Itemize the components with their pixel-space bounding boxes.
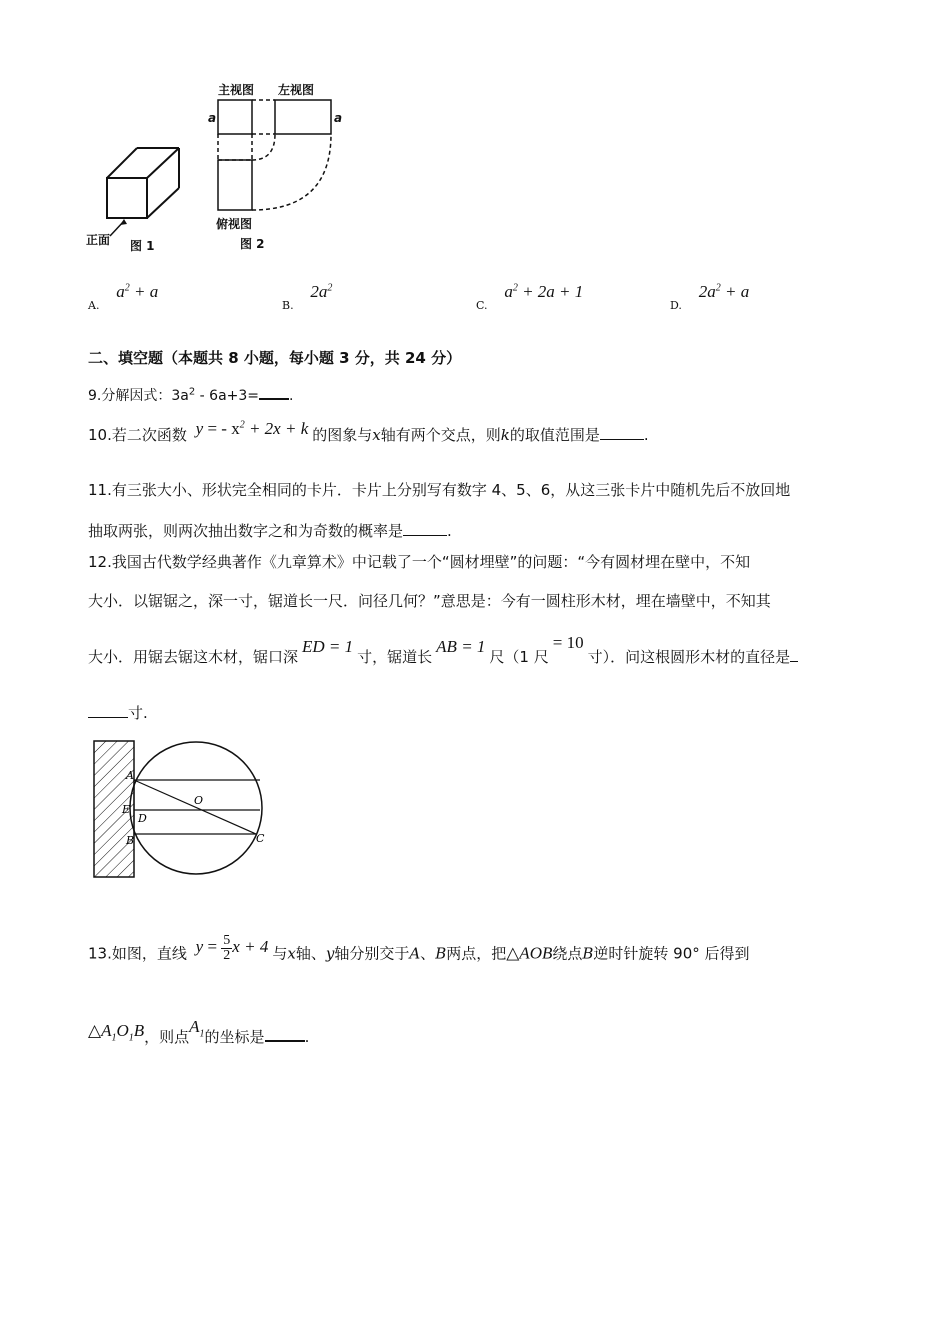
fig1-label: 图 1: [130, 239, 155, 253]
point-c: C: [256, 832, 265, 845]
three-view-figure: [80, 78, 370, 258]
fig2-label: 图 2: [240, 237, 265, 251]
q10-function: y = - $x^2 + 2x + k$: [195, 419, 309, 438]
option-b-expr: $2a^2$: [310, 282, 333, 301]
cuboid-drawing: [107, 148, 179, 218]
option-c-expr: $a^2 + 2a + 1$: [504, 282, 584, 301]
option-a-expr: $a^2 + a$: [116, 282, 159, 301]
circle-wall-figure: [88, 736, 268, 882]
answer-blank-12-start: [790, 646, 798, 662]
point-a1: $A_1$: [189, 1017, 205, 1040]
question-12-line4: 寸.: [88, 702, 148, 723]
option-d-expr: $2a^2 + a$: [698, 282, 750, 301]
option-d: D. $2a^2 + a$: [670, 282, 750, 312]
q13-line-equation: y = $\frac{5}{2}$ x + 4: [195, 933, 269, 963]
option-a: A. $a^2 + a$: [88, 282, 159, 312]
question-12-line1: 12.我国古代数学经典著作《九章算术》中记载了一个“圆材埋壁”的问题：“今有圆材埋在壁中，不知: [88, 553, 751, 571]
question-9: 9.分解因式：$3a^2 - 6a+3=$ .: [88, 384, 294, 405]
views-drawing: [218, 100, 331, 210]
front-label: 正面: [86, 233, 111, 247]
triangle-a1o1b: $\triangle A_1O_1B$: [88, 1021, 145, 1044]
point-o: O: [194, 794, 204, 807]
option-b: B. $2a^2$: [282, 282, 333, 312]
answer-blank-13[interactable]: [265, 1025, 305, 1042]
answer-blank-12[interactable]: [88, 702, 128, 718]
question-12-line3: 大小．用锯去锯这木材，锯口深ED = 1寸，锯道长AB = 1尺（1 尺= 10寸）．问这根圆形木材的直径是: [88, 646, 798, 667]
side-a-right: a: [334, 111, 343, 125]
question-12-line2: 大小．以锯锯之，深一寸，锯道长一尺．问径几何？”意思是：今有一圆柱形木材，埋在墙壁中，不知其: [88, 592, 771, 610]
point-b: B: [126, 834, 135, 847]
point-d: D: [138, 812, 147, 825]
point-e: E: [122, 803, 131, 816]
question-13-line2: $\triangle A_1O_1B$，则点$A_1$的坐标是 .: [88, 1017, 310, 1046]
question-10: 10.若二次函数 y = - $x^2 + 2x + k$ 的图象与x轴有两个交点，则k的取值范围是 .: [88, 419, 649, 444]
question-13-line1: 13.如图，直线 y = $\frac{5}{2}$ x + 4 与x轴、y轴分别交于A、B两点，把△AOB绕点B逆时针旋转 90° 后得到: [88, 933, 750, 963]
point-a: A: [126, 769, 134, 782]
section-heading: 二、填空题（本题共 8 小题，每小题 3 分，共 24 分）: [88, 349, 462, 367]
question-11-line1: 11.有三张大小、形状完全相同的卡片．卡片上分别写有数字 4、5、6，从这三张卡片中随机先后不放回地: [88, 481, 791, 499]
left-view-label: 左视图: [278, 83, 315, 97]
top-view-label: 俯视图: [216, 217, 253, 231]
side-a-left: a: [208, 111, 217, 125]
front-view-label: 主视图: [218, 83, 255, 97]
answer-blank-11[interactable]: [403, 520, 447, 536]
question-11-line2: 抽取两张，则两次抽出数字之和为奇数的概率是 .: [88, 522, 452, 540]
option-c: C. $a^2 + 2a + 1$: [476, 282, 584, 312]
answer-blank-10[interactable]: [600, 424, 644, 440]
answer-blank-9[interactable]: [259, 384, 289, 400]
